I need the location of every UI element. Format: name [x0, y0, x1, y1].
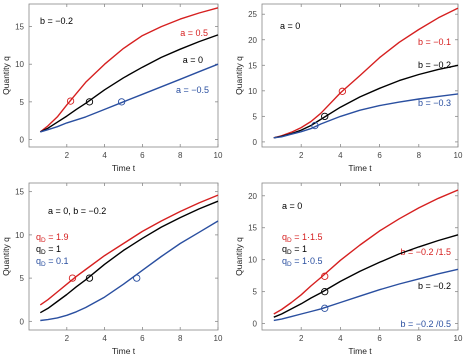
chart-panel-3	[1, 183, 223, 356]
x-tick-label: 2	[64, 151, 70, 160]
x-axis-label: Time t	[111, 346, 136, 356]
y-tick-label: 15	[248, 223, 257, 233]
x-tick-label: 2	[64, 334, 70, 343]
chart-panel-4	[234, 183, 463, 356]
series-label-b-0-2: b = −0.2	[417, 60, 451, 70]
y-tick-label: 5	[19, 274, 24, 284]
y-axis-label: Quantity q	[1, 237, 11, 276]
y-tick-label: 15	[15, 22, 24, 32]
annotation-a-0: a = 0	[280, 21, 301, 31]
chart-panel-1	[1, 4, 223, 173]
y-tick-label: 0	[19, 135, 24, 145]
x-tick-label: 8	[177, 151, 183, 160]
x-tick-label: 4	[102, 334, 107, 343]
y-tick-label: 0	[252, 137, 257, 147]
series-line-b-0-1	[274, 8, 458, 138]
x-tick-label: 10	[453, 151, 463, 160]
annotation-qd-1-1-5: $q_D = 1\cdot 1.5$	[282, 232, 323, 244]
annotation-qd-0-1: $q_D = 0.1$	[36, 256, 69, 268]
x-axis-label: Time t	[111, 163, 136, 173]
x-tick-label: 6	[140, 151, 145, 160]
annotation-a-0-b-0-2: a = 0, b = −0.2	[48, 206, 107, 216]
y-tick-label: 0	[252, 319, 257, 329]
y-tick-label: 15	[248, 61, 257, 71]
x-tick-label: 8	[177, 334, 183, 343]
y-tick-label: 0	[19, 317, 24, 327]
series-label-b-0-2-0-5: b = −0.2 /0.5	[400, 319, 451, 329]
series-label-b-0-1: b = −0.1	[417, 37, 451, 47]
y-tick-label: 10	[15, 60, 24, 70]
series-marker-qd-0-1	[134, 275, 140, 281]
x-tick-label: 4	[338, 151, 343, 160]
annotation-qd-1: $q_D = 1$	[36, 244, 61, 256]
series-label-a-0-5: a = −0.5	[175, 85, 209, 95]
x-tick-label: 8	[416, 151, 422, 160]
y-tick-label: 10	[248, 255, 257, 265]
series-label-b-0-3: b = −0.3	[417, 98, 451, 108]
series-label-a-0-5: a = 0.5	[180, 28, 208, 38]
x-tick-label: 10	[453, 334, 463, 343]
x-axis-label: Time t	[348, 346, 372, 356]
annotation-a-0: a = 0	[282, 201, 303, 211]
x-tick-label: 6	[140, 334, 145, 343]
y-tick-label: 5	[252, 287, 257, 297]
y-tick-label: 25	[248, 10, 257, 20]
series-label-a-0: a = 0	[182, 55, 203, 65]
y-tick-label: 5	[19, 97, 24, 107]
y-tick-label: 20	[248, 35, 257, 45]
x-tick-label: 10	[213, 151, 223, 160]
y-tick-label: 20	[248, 191, 257, 201]
x-tick-label: 4	[102, 151, 107, 160]
series-line-a-0	[40, 35, 218, 132]
x-tick-label: 2	[298, 151, 304, 160]
x-tick-label: 2	[298, 334, 304, 343]
y-axis-label: Quantity q	[1, 56, 11, 95]
annotation-qd-1-0-5: $q_D = 1\cdot 0.5$	[282, 256, 323, 268]
y-tick-label: 10	[248, 86, 257, 96]
annotation-qd-1: $q_D = 1$	[282, 244, 307, 256]
y-axis-label: Quantity q	[234, 56, 244, 95]
x-tick-label: 6	[377, 334, 382, 343]
y-axis-label: Quantity q	[234, 237, 244, 276]
y-tick-label: 10	[15, 230, 24, 240]
x-tick-label: 10	[213, 334, 223, 343]
chart-panel-2	[234, 4, 463, 173]
y-tick-label: 5	[252, 112, 257, 122]
annotation-b-0-2: b = −0.2	[40, 16, 74, 26]
series-line-a-0-5	[40, 8, 218, 132]
series-label-b-0-2: b = −0.2	[417, 281, 451, 291]
series-label-b-0-2-1-5: b = −0.2 /1.5	[400, 247, 451, 257]
annotation-qd-1-9: $q_D = 1.9$	[36, 232, 69, 244]
x-tick-label: 4	[338, 334, 343, 343]
y-tick-label: 15	[15, 187, 24, 197]
x-tick-label: 8	[416, 334, 422, 343]
x-axis-label: Time t	[348, 163, 372, 173]
x-tick-label: 6	[377, 151, 382, 160]
